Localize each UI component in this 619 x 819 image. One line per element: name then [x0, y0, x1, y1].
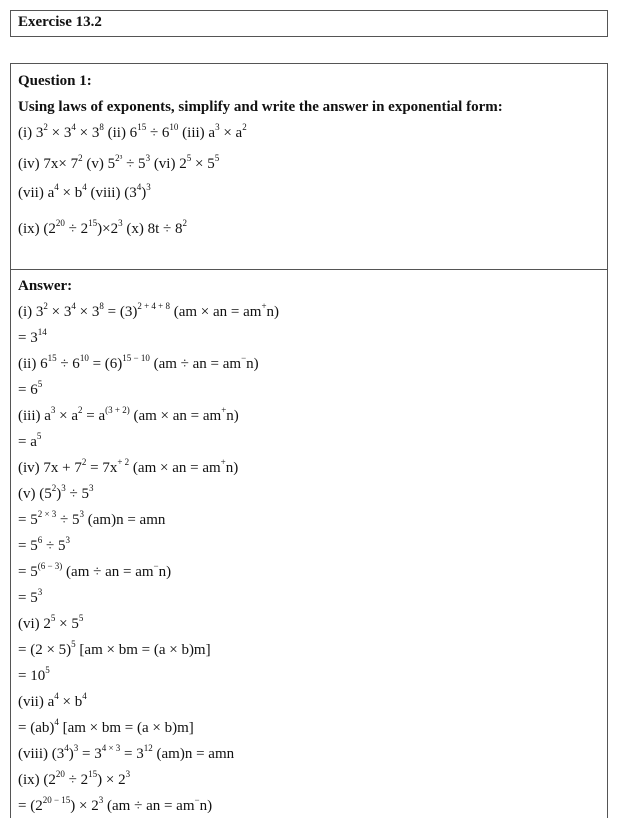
- exponent: 4: [54, 182, 59, 192]
- exponent: 4: [136, 182, 142, 192]
- exponent: 5: [186, 153, 192, 163]
- exponent: 20: [55, 218, 65, 228]
- answer-step-line: [18, 533, 600, 559]
- expression-text: n): [226, 408, 239, 424]
- exponent: 14: [37, 327, 47, 337]
- expression-text: = 5: [18, 564, 38, 580]
- exponent: 3: [146, 182, 151, 192]
- answer-step-line: [18, 637, 600, 663]
- exponent: 2: [78, 153, 83, 163]
- answer-step-line: [18, 403, 600, 429]
- answer-step-line: [18, 793, 600, 819]
- question-box: [10, 63, 608, 270]
- answer-step-line: [18, 611, 600, 637]
- exponent: 2 × 3: [37, 509, 57, 519]
- exponent: 12: [143, 743, 153, 753]
- exponent: 4: [54, 717, 59, 727]
- expression-text: (i) 3: [18, 304, 44, 320]
- exponent: 3: [125, 769, 131, 779]
- expression-text: ÷ 6: [56, 356, 80, 372]
- exponent: + 2: [117, 457, 130, 467]
- expression-text: ): [68, 746, 74, 762]
- exponent: 2: [43, 301, 48, 311]
- expression-text: × b: [58, 694, 83, 710]
- expression-text: n): [266, 304, 280, 320]
- expression-text: ) × 2: [70, 798, 99, 814]
- expression-text: (am ÷ an = am: [149, 356, 242, 372]
- expression-text: (vii) a: [18, 185, 55, 201]
- question-item-line: [18, 180, 600, 206]
- expression-text: (am × an = am: [129, 460, 221, 476]
- exponent: 4: [82, 182, 87, 192]
- exponent: 15: [137, 122, 147, 132]
- expression-text: × 3: [75, 304, 100, 320]
- exponent: 3: [88, 483, 94, 493]
- expression-text: = a: [82, 408, 106, 424]
- expression-text: n): [225, 460, 239, 476]
- exponent: +: [220, 457, 226, 467]
- exponent: 4 × 3: [101, 743, 121, 753]
- exponent: 4: [64, 743, 69, 753]
- expression-text: ÷ 2: [64, 221, 89, 237]
- expression-text: = (6): [88, 356, 123, 372]
- answer-step-line: [18, 351, 600, 377]
- question-item-line: [18, 120, 600, 146]
- answer-step-line: [18, 689, 600, 715]
- exponent: 3: [37, 587, 43, 597]
- answer-step-line: [18, 507, 600, 533]
- expression-text: (iv) 7x + 7: [18, 460, 82, 476]
- expression-text: ÷ 2: [64, 772, 89, 788]
- exponent: 3: [61, 483, 66, 493]
- exponent: −: [194, 795, 200, 805]
- expression-text: (am × an = am: [169, 304, 262, 320]
- expression-text: )×2: [97, 221, 119, 237]
- expression-text: = (ab): [18, 720, 55, 736]
- answer-step-line: [18, 559, 600, 585]
- expression-text: (ix) (2: [18, 772, 56, 788]
- expression-text: = 5: [18, 538, 38, 554]
- expression-text: × a: [55, 408, 79, 424]
- question-instruction: Using laws of exponents, simplify and write the answer in exponential form:: [18, 99, 503, 115]
- expression-text: ) × 2: [97, 772, 126, 788]
- exponent: 2: [43, 122, 48, 132]
- expression-text: ÷ 5: [65, 486, 89, 502]
- question-items: [18, 120, 600, 246]
- answer-step-line: [18, 481, 600, 507]
- exponent: 2: [182, 218, 187, 228]
- expression-text: (i) 3: [18, 125, 44, 141]
- exponent: 4: [82, 691, 87, 701]
- expression-text: (iv) 7x× 7: [18, 156, 79, 172]
- exponent: 5: [71, 639, 76, 649]
- question-item-line: [18, 206, 600, 246]
- expression-text: (vii) a: [18, 694, 55, 710]
- expression-text: [am × bm = (a × b)m]: [58, 720, 194, 736]
- exponent: 15: [47, 353, 57, 363]
- answer-heading: Answer:: [18, 278, 73, 294]
- exponent: 8: [99, 301, 104, 311]
- expression-text: ÷ 5: [56, 512, 80, 528]
- expression-text: ): [141, 185, 147, 201]
- expression-text: × 5: [191, 156, 215, 172]
- exponent: 10: [169, 122, 179, 132]
- expression-text: (ii) 6: [18, 356, 48, 372]
- exponent: 4: [71, 301, 76, 311]
- exponent: 3: [98, 795, 104, 805]
- exponent: −: [241, 353, 247, 363]
- expression-text: (vi) 2: [18, 616, 51, 632]
- exercise-title: Exercise 13.2: [18, 14, 102, 30]
- expression-text: (iii) a: [18, 408, 51, 424]
- expression-text: (am ÷ an = am: [103, 798, 195, 814]
- expression-text: = (3): [103, 304, 138, 320]
- expression-text: n): [246, 356, 259, 372]
- expression-text: × a: [219, 125, 243, 141]
- answer-step-line: [18, 741, 600, 767]
- exponent: 2: [242, 122, 247, 132]
- exponent: 5: [37, 379, 43, 389]
- expression-text: × 3: [47, 125, 72, 141]
- answer-box: [10, 269, 608, 818]
- answer-step-line: [18, 767, 600, 793]
- expression-text: ): [56, 486, 62, 502]
- exponent: +: [261, 301, 267, 311]
- question-heading: Question 1:: [18, 73, 92, 89]
- expression-text: ÷ 5: [42, 538, 66, 554]
- expression-text: × 5: [55, 616, 79, 632]
- expression-text: (am)n = amn: [84, 512, 166, 528]
- expression-text: (am × an = am: [129, 408, 222, 424]
- answer-step-line: [18, 429, 600, 455]
- expression-text: (vi) 2: [150, 156, 187, 172]
- exponent: 5: [50, 613, 56, 623]
- expression-text: (v) (5: [18, 486, 52, 502]
- expression-text: = 3: [120, 746, 144, 762]
- expression-text: × 3: [75, 125, 100, 141]
- expression-text: (am)n = amn: [152, 746, 235, 762]
- answer-step-line: [18, 325, 600, 351]
- expression-text: (x) 8t ÷ 8: [122, 221, 183, 237]
- exponent: 3: [145, 153, 151, 163]
- exponent: 20 − 15: [42, 795, 71, 805]
- exponent: 3: [73, 743, 79, 753]
- exponent: 3: [118, 218, 123, 228]
- expression-text: = 3: [18, 330, 38, 346]
- expression-text: n): [158, 564, 172, 580]
- expression-text: = (2: [18, 798, 43, 814]
- exponent: 5: [45, 665, 50, 675]
- exponent: 5: [78, 613, 84, 623]
- exponent: (6 − 3): [37, 561, 63, 571]
- expression-text: (ii) 6: [103, 125, 138, 141]
- expression-text: = 6: [18, 382, 38, 398]
- answer-step-line: [18, 663, 600, 689]
- expression-text: × b: [58, 185, 83, 201]
- expression-text: = 3: [78, 746, 102, 762]
- exponent: (3 + 2): [105, 405, 130, 415]
- answer-step-line: [18, 455, 600, 481]
- exponent: 5: [36, 431, 42, 441]
- exponent: 10: [79, 353, 89, 363]
- exponent: 15: [88, 769, 98, 779]
- expression-text: = (2 × 5): [18, 642, 72, 658]
- exponent: 2: [78, 405, 83, 415]
- exponent: 8: [99, 122, 104, 132]
- expression-text: = a: [18, 434, 37, 450]
- expression-text: n): [199, 798, 213, 814]
- expression-text: (v) 5: [82, 156, 116, 172]
- exponent: 5: [214, 153, 220, 163]
- exponent: 4: [71, 122, 76, 132]
- exponent: 2³: [115, 153, 123, 163]
- expression-text: (iii) a: [178, 125, 216, 141]
- exponent: 3: [65, 535, 70, 545]
- answer-step-line: [18, 715, 600, 741]
- expression-text: (viii) (3: [18, 746, 65, 762]
- exponent: 20: [55, 769, 65, 779]
- expression-text: [am × bm = (a × b)m]: [75, 642, 211, 658]
- expression-text: (viii) (3: [86, 185, 137, 201]
- expression-text: = 5: [18, 512, 38, 528]
- expression-text: = 10: [18, 668, 46, 684]
- expression-text: (am ÷ an = am: [62, 564, 154, 580]
- expression-text: × 3: [47, 304, 72, 320]
- exponent: 3: [79, 509, 85, 519]
- answer-steps: [18, 299, 600, 819]
- answer-step-line: [18, 585, 600, 611]
- exponent: 2 + 4 + 8: [137, 301, 170, 311]
- exercise-title-box: [10, 10, 608, 37]
- exponent: 3: [50, 405, 56, 415]
- exponent: 15: [88, 218, 98, 228]
- expression-text: ÷ 6: [146, 125, 170, 141]
- question-item-line: [18, 146, 600, 180]
- exponent: 6: [37, 535, 43, 545]
- expression-text: = 5: [18, 590, 38, 606]
- expression-text: (ix) (2: [18, 221, 56, 237]
- exponent: 4: [54, 691, 59, 701]
- exponent: 3: [215, 122, 220, 132]
- answer-step-line: [18, 377, 600, 403]
- exponent: 15 − 10: [122, 353, 150, 363]
- exponent: 2: [51, 483, 57, 493]
- expression-text: ÷ 5: [122, 156, 146, 172]
- answer-step-line: [18, 299, 600, 325]
- exponent: 2: [81, 457, 87, 467]
- exponent: +: [221, 405, 227, 415]
- expression-text: = 7x: [86, 460, 118, 476]
- exponent: −: [153, 561, 159, 571]
